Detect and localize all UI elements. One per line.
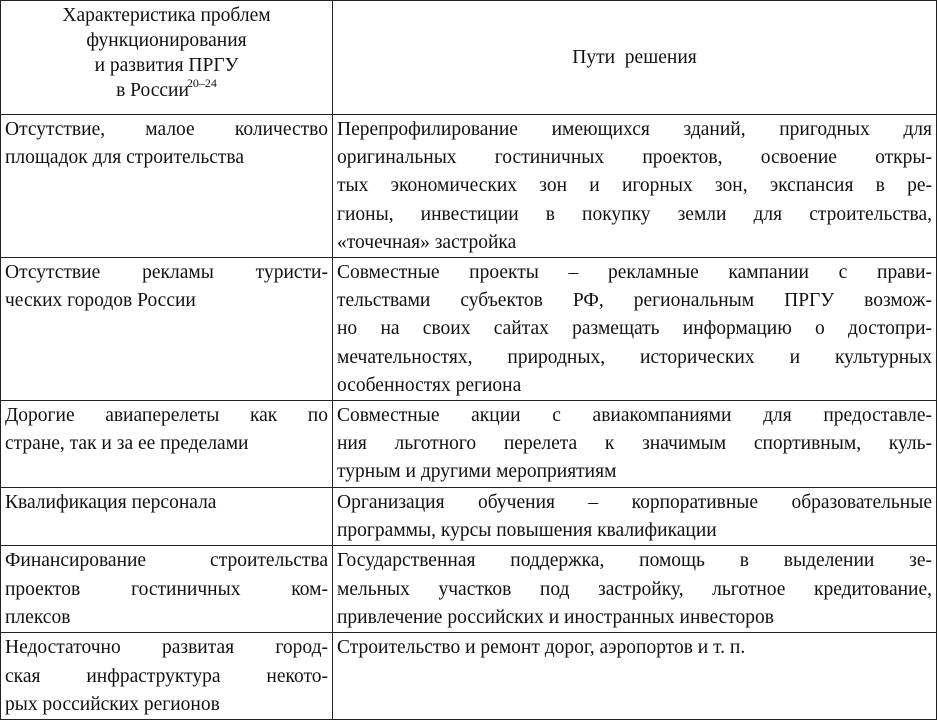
- solution-line: программы, курсы повышения квалификации: [337, 520, 717, 542]
- header-problems-cell: [1, 1, 333, 115]
- table-row: [1, 258, 937, 401]
- table-row: [1, 401, 937, 488]
- header-left-line: [5, 78, 328, 105]
- table-row: [1, 488, 937, 546]
- solution-cell: [333, 258, 937, 401]
- problem-line: проектов гостиничных ком-: [5, 578, 328, 600]
- problem-line: площадок для строительства: [5, 147, 245, 169]
- solution-line: Строительство и ремонт дорог, аэропортов и т. п.: [337, 637, 746, 659]
- problem-cell: [1, 115, 333, 258]
- solution-line: ния льготного перелета к значимым спортивным, куль-: [337, 433, 932, 455]
- problem-line: стране, так и за ее пределами: [5, 433, 249, 455]
- solution-line: особенностях региона: [337, 374, 522, 396]
- solution-line: Совместные акции с авиакомпаниями для предоставле-: [337, 405, 932, 427]
- solution-line: турным и другими мероприятиям: [337, 461, 617, 483]
- problem-cell: [1, 546, 333, 633]
- solution-cell: [333, 546, 937, 633]
- header-solutions-cell: [333, 1, 937, 115]
- problem-line: ская инфраструктура некото-: [5, 665, 328, 687]
- problem-line: Недостаточно развитая город-: [5, 637, 328, 659]
- solution-line: Организация обучения – корпоративные образовательные: [337, 492, 932, 514]
- table-row: [1, 546, 937, 633]
- header-left-line: функционирования: [86, 30, 247, 51]
- solution-line: Государственная поддержка, помощь в выделении зе-: [337, 550, 932, 572]
- problem-cell: [1, 488, 333, 546]
- solution-line: мельных участков под застройку, льготное кредитование,: [337, 578, 932, 600]
- header-left-line-text: в России: [116, 80, 189, 101]
- solution-cell: [333, 488, 937, 546]
- problem-cell: [1, 633, 333, 720]
- solution-line: Совместные проекты – рекламные кампании с прави-: [337, 262, 932, 284]
- solution-line: мечательностях, природных, исторических и культурных: [337, 346, 932, 368]
- problem-line: Финансирование строительства: [5, 550, 328, 572]
- problem-cell: [1, 258, 333, 401]
- solution-line: тых экономических зон и игорных зон, экспансия в ре-: [337, 175, 932, 197]
- header-left-line: Характеристика проблем: [62, 5, 271, 26]
- table-row: [1, 115, 937, 258]
- table-row: [1, 633, 937, 720]
- problem-line: Дорогие авиаперелеты как по: [5, 405, 328, 427]
- solution-line: «точечная» застройка: [337, 231, 517, 253]
- solution-line: тельствами субъектов РФ, региональным ПРГУ возмож-: [337, 290, 932, 312]
- problem-line: Отсутствие рекламы туристи-: [5, 262, 328, 284]
- solution-cell: [333, 633, 937, 720]
- problem-cell: [1, 401, 333, 488]
- solution-line: гионы, инвестиции в покупку земли для строительства,: [337, 203, 932, 225]
- problem-line: Отсутствие, малое количество: [5, 119, 328, 140]
- solution-cell: [333, 401, 937, 488]
- solution-line: оригинальных гостиничных проектов, освоение откры-: [337, 147, 932, 169]
- problem-line: плексов: [5, 606, 71, 628]
- problem-line: Квалификация персонала: [5, 492, 217, 514]
- problem-line: ческих городов России: [5, 290, 196, 312]
- table-header-row: [1, 1, 937, 115]
- solution-line: Перепрофилирование имеющихся зданий, пригодных для: [337, 119, 932, 140]
- solution-cell: [333, 115, 937, 258]
- header-solutions-label: Пути решения: [572, 46, 697, 68]
- header-superscript: 20–24: [186, 76, 217, 90]
- solution-line: привлечение российских и иностранных инвесторов: [337, 606, 775, 628]
- solution-line: но на своих сайтах размещать информацию о достопри-: [337, 318, 932, 340]
- header-left-line: и развития ПРГУ: [94, 55, 239, 76]
- problem-line: рых российских регионов: [5, 693, 220, 715]
